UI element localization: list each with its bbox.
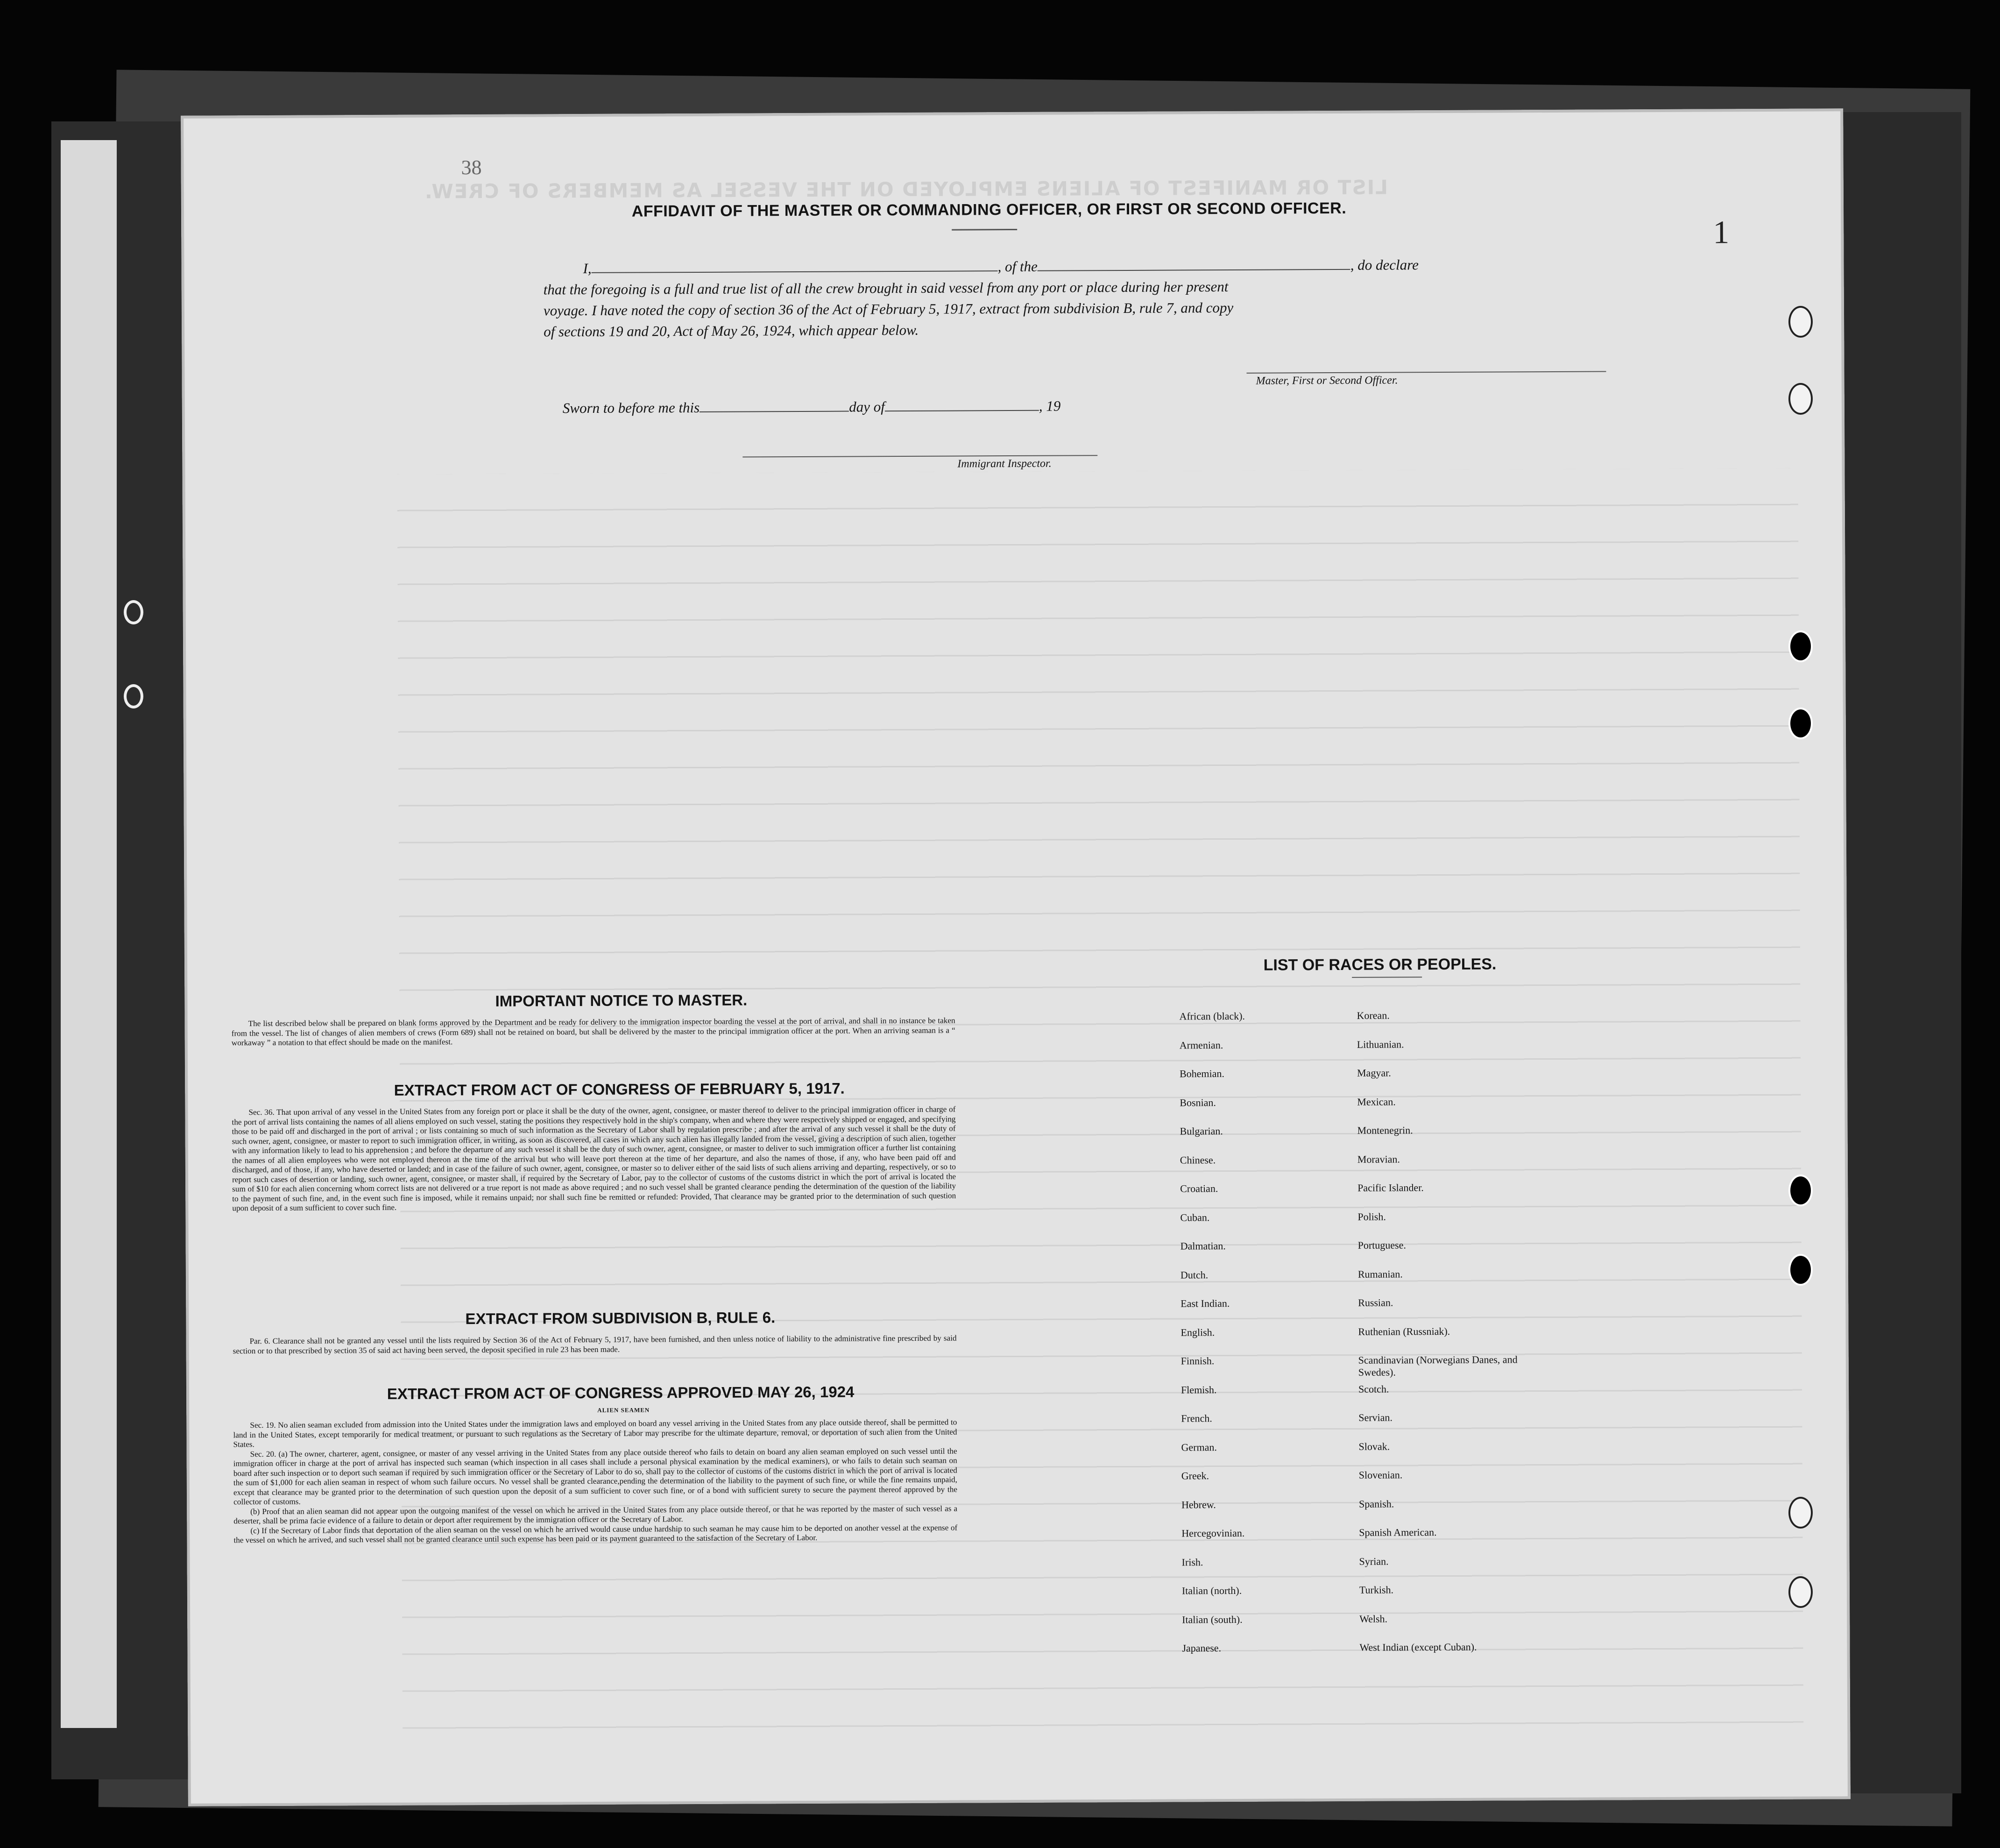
affidavit-line-1 [583, 256, 1419, 277]
race-item-right: Syrian. [1359, 1555, 1389, 1567]
race-item-right: Scotch. [1358, 1383, 1389, 1395]
affidavit-title: AFFIDAVIT OF THE MASTER OR COMMANDING OFFICER, OR FIRST OR SECOND OFFICER. [631, 199, 1347, 220]
race-item-left: Bohemian. [1180, 1068, 1225, 1080]
race-item-left: Italian (north). [1181, 1584, 1242, 1597]
race-item-left: Dalmatian. [1180, 1240, 1226, 1252]
race-item-left: Croatian. [1180, 1182, 1218, 1195]
notice-text: The list described below shall be prepared on blank forms approved by the Department and be ready for delivery to the immigration inspector boarding the vessel at the port of arrival, and shall in no instance be taken from the vessel. The list of changes of alien members of crews (Form 689) shall not be retained on board, but shall be delivered by the master to the principal immigration officer at the port. When an arriving seaman is a “ workaway ” a notation to that effect should be made on the manifest. [231, 1016, 955, 1048]
race-item-left: Chinese. [1180, 1154, 1216, 1166]
race-item-left: Dutch. [1180, 1268, 1208, 1281]
race-item-right: Mexican. [1357, 1095, 1396, 1108]
title-rule [952, 229, 1017, 231]
sec19-text: Sec. 19. No alien seaman excluded from admission into the United States under the immigration laws and employed on board any vessel arriving in the United States from any place outside thereof, shall be permitted to land in the United States, except temporarily for medical treatment, or pursuant to such regulations as the Secretary of Labor may prescribe for the ultimate departure, removal, or deportation of such alien from the United States. [233, 1417, 957, 1449]
affidavit-line-2: that the foregoing is a full and true list of all the crew brought in said vessel from any port or place during her present [543, 278, 1229, 298]
sec20b-text: (b) Proof that an alien seaman did not appear upon the outgoing manifest of the vessel on which he arrived in the United States from any place outside thereof, or that he was reported by the master of such vessel as a deserter, shall be prima facie evidence of a failure to detain or deport after requirement by the immigration officer or the Secretary of Labor. [233, 1504, 958, 1526]
race-item-right: Servian. [1358, 1411, 1393, 1423]
extract-1917-title: EXTRACT FROM ACT OF CONGRESS OF FEBRUARY 5, 1917. [394, 1079, 845, 1099]
race-item-left: African (black). [1179, 1010, 1245, 1022]
inspector-label: Immigrant Inspector. [957, 457, 1052, 470]
extract-1924-title: EXTRACT FROM ACT OF CONGRESS APPROVED MAY 26, 1924 [387, 1383, 855, 1402]
race-item-left: East Indian. [1180, 1297, 1230, 1310]
day-of-label: day of [849, 398, 885, 415]
affidavit-of-the: , of the [997, 258, 1038, 275]
races-title: LIST OF RACES OR PEOPLES. [1263, 955, 1497, 974]
race-item-left: Italian (south). [1182, 1613, 1243, 1625]
sec20a-text: Sec. 20. (a) The owner, charterer, agent, consignee, or master of any vessel arriving in the United States from any place outside thereof who fails to detain on board any alien seaman employed on such vessel until the immigration officer in charge at the port of arrival has inspected such seaman (which inspection in all cases shall include a personal physical examination by the medical examiners), or who fails to detain such seaman on board after such inspection or to deport such seaman if required by such immigration officer or the Secretary of Labor to do so, shall pay to the collector of customs of the customs district in which the port of arrival is located the sum of $1,000 for each alien seaman in respect of whom such failure occurs. No vessel shall be granted clearance,pending the determination of the liability to the payment of such fine, or while the fine remains unpaid, except that clearance may be granted prior to the determination of such question upon the deposit of a sum sufficient to cover such fine, or of a bond with sufficient surety to secure the payment thereof approved by the collector of customs. [233, 1446, 958, 1507]
master-signature-line[interactable] [1247, 371, 1606, 373]
binder-hole [1788, 1576, 1813, 1608]
race-item-left: Japanese. [1182, 1642, 1222, 1654]
corner-mark: 1 [1713, 214, 1730, 251]
month-blank[interactable] [885, 400, 1039, 411]
year-label: , 19 [1039, 397, 1061, 414]
race-item-right: Magyar. [1357, 1067, 1391, 1079]
race-item-right: Welsh. [1359, 1613, 1388, 1625]
race-item-right: Korean. [1357, 1009, 1390, 1021]
affidavit-do-declare: , do declare [1350, 256, 1419, 273]
race-item-right: Russian. [1358, 1296, 1393, 1309]
race-item-left: Irish. [1181, 1556, 1203, 1568]
race-item-right: Lithuanian. [1357, 1038, 1404, 1050]
race-item-right: Portuguese. [1357, 1239, 1406, 1251]
race-item-left: Bulgarian. [1180, 1125, 1223, 1137]
race-item-right: Turkish. [1359, 1584, 1394, 1596]
binder-hole [1788, 306, 1813, 338]
race-item-right: Ruthenian (Russniak). [1358, 1325, 1450, 1338]
binder-hole [1788, 708, 1813, 739]
day-blank[interactable] [700, 401, 849, 412]
extract-1917-text: Sec. 36. That upon arrival of any vessel in the United States from any foreign port or place it shall be the duty of the owner, agent, consignee, or master thereof to deliver to the principal immigration officer in charge of the port of arrival lists containing the names of all aliens employed on such vessel, stating the positions they respectively hold in the ship's company, when and where they were respectively shipped or engaged, and specifying those to be paid off and discharged in the port of arrival ; or lists containing so much of such information as the Secretary of Labor shall by regulation prescribe ; and after the arrival of any such vessel it shall be the duty of such owner, agent, consignee, or master to report to such immigration officer, in writing, as soon as discovered, all cases in which any such alien has illegally landed from the vessel, giving a description of such alien, together with any information likely to lead to his apprehension ; and before the departure of any such vessel it shall be the duty of such owner, agent, consignee, or master to deliver to such immigration officer a further list containing the names of all alien employees who were not employed thereon at the time of the arrival but who will leave port thereon at the time of her departure, and also the names of those, if any, who have been paid off and discharged, and of those, if any, who have deserted or landed; and in case of the failure of such owner, agent, consignee, or master so to deliver either of the said lists of such aliens arriving and departing, respectively, or so to report such cases of desertion or landing, such owner, agent, consignee, or master shall, if required by the Secretary of Labor, pay to the collector of customs of the customs district in which the port of arrival is located the sum of $10 for each alien concerning whom correct lists are not delivered or a true report is not made as above required ; and no such vessel shall be granted clearance pending the determination of the question of the liability to the payment of such fine, and, in the event such fine is imposed, while it remains unpaid; nor shall such fine be remitted or refunded: Provided, That clearance may be granted prior to the determination of such question upon deposit of a sum sufficient to cover such fine. [232, 1105, 956, 1213]
race-item-right: Spanish American. [1359, 1526, 1437, 1538]
race-item-right: West Indian (except Cuban). [1359, 1641, 1477, 1653]
sworn-line [563, 398, 1061, 417]
reverse-side-title: LIST OR MANIFEST OF ALIENS EMPLOYED ON THE VESSEL AS MEMBERS OF CREW. [424, 176, 1388, 203]
name-blank[interactable] [592, 260, 998, 273]
race-item-right: Slovak. [1358, 1440, 1390, 1452]
race-item-left: French. [1181, 1412, 1212, 1424]
race-item-right: Montenegrin. [1357, 1124, 1413, 1136]
extract-1917-body [232, 1105, 956, 1213]
extract-1924-subtitle: ALIEN SEAMEN [597, 1406, 650, 1414]
race-item-left: Flemish. [1180, 1383, 1217, 1395]
backing-page-edge [61, 140, 117, 1728]
extract-1924-body [233, 1418, 957, 1545]
affidavit-i: I, [583, 260, 592, 277]
rule6-title: EXTRACT FROM SUBDIVISION B, RULE 6. [465, 1309, 776, 1328]
binder-hole [1788, 383, 1813, 415]
rule6-text: Par. 6. Clearance shall not be granted any vessel until the lists required by Section 36 of the Act of February 5, 1917, have been furnished, and then unless notice of liability to the administrative fine prescribed by said section or to that prescribed by section 35 of said act having been served, the deposit specified in rule 23 has been made. [233, 1333, 957, 1355]
race-item-right: Moravian. [1357, 1153, 1400, 1165]
binder-hole [1788, 1175, 1813, 1206]
notice-body [232, 1016, 955, 1048]
race-item-left: German. [1181, 1441, 1217, 1453]
sworn-label: Sworn to before me this [562, 399, 700, 417]
race-item-left: Greek. [1181, 1470, 1209, 1482]
affidavit-line-4: of sections 19 and 20, Act of May 26, 1924, which appear below. [544, 321, 919, 340]
binder-hole-left [124, 684, 143, 708]
race-item-left: Finnish. [1180, 1355, 1215, 1367]
race-item-right: Scandinavian (Norwegians Danes, and Swedes). [1358, 1353, 1518, 1378]
notice-title: IMPORTANT NOTICE TO MASTER. [495, 991, 748, 1010]
master-label: Master, First or Second Officer. [1256, 374, 1398, 387]
sec20c-text: (c) If the Secretary of Labor finds that deportation of the alien seaman on the vessel on which he arrived would cause undue hardship to such seaman he may cause him to be deported on another vessel at the expense of the vessel on which he arrived, and such vessel shall not be granted clearance until such expense has been paid or its payment guaranteed to the satisfaction of the Secretary of Labor. [233, 1523, 958, 1545]
vessel-blank[interactable] [1038, 259, 1350, 271]
binder-hole [1788, 1497, 1813, 1529]
race-item-left: Bosnian. [1180, 1096, 1216, 1108]
race-item-right: Slovenian. [1358, 1469, 1403, 1481]
binder-hole [1788, 1254, 1813, 1286]
race-item-right: Pacific Islander. [1357, 1182, 1424, 1194]
race-item-right: Rumanian. [1357, 1267, 1403, 1280]
race-item-left: Hebrew. [1181, 1498, 1216, 1510]
race-item-right: Spanish. [1359, 1497, 1394, 1510]
race-item-left: Cuban. [1180, 1211, 1210, 1223]
rule6-body [233, 1334, 957, 1356]
race-item-left: Armenian. [1179, 1039, 1223, 1051]
affidavit-line-3: voyage. I have noted the copy of section 36 of the Act of February 5, 1917, extract from subdivision B, rule 7, and copy [543, 299, 1234, 319]
binder-hole [1788, 630, 1813, 662]
binder-hole-left [124, 600, 143, 624]
document-page [181, 108, 1851, 1806]
reverse-side-grid [397, 468, 1803, 1735]
page-number: 38 [461, 156, 482, 179]
race-item-left: English. [1180, 1326, 1215, 1338]
race-item-right: Polish. [1357, 1211, 1386, 1223]
race-item-left: Hercegovinian. [1181, 1527, 1245, 1539]
